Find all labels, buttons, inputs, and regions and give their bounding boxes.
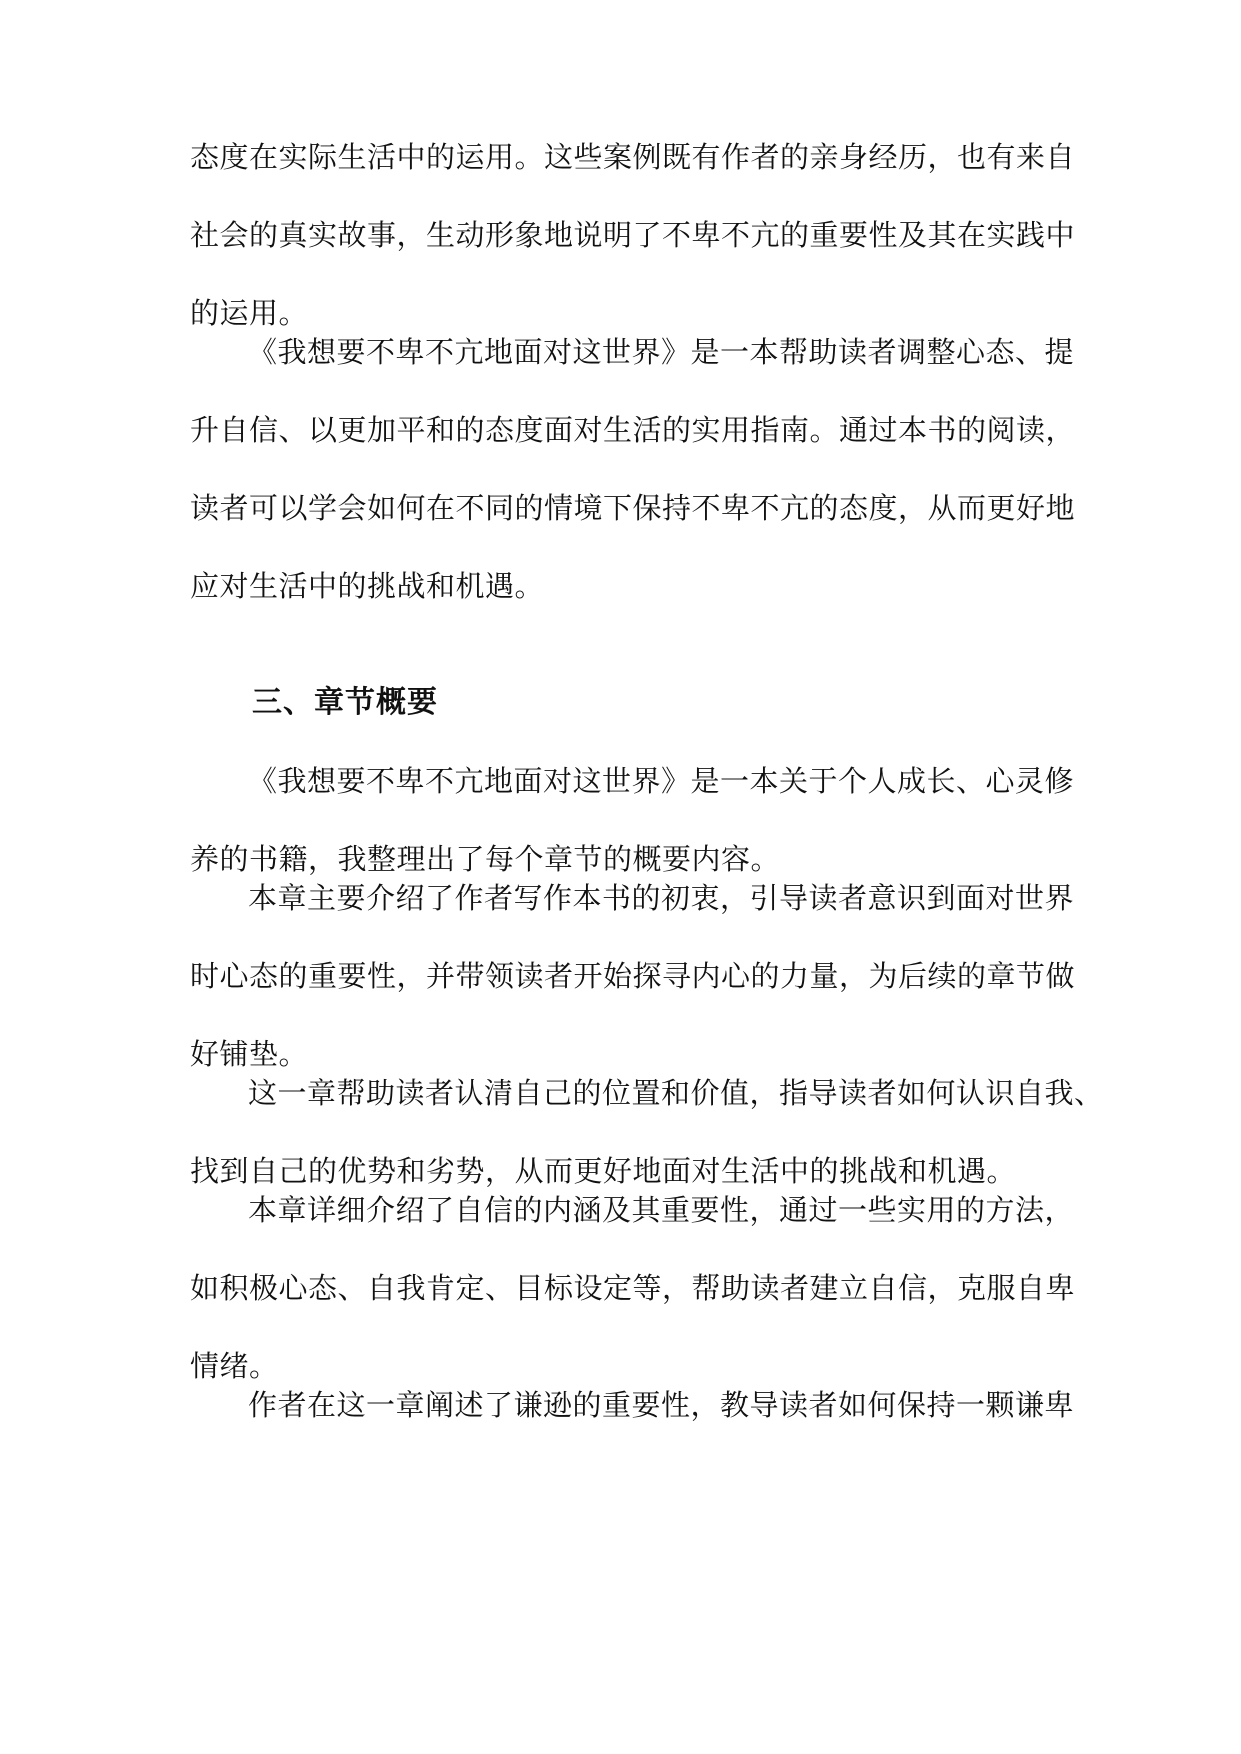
paragraph-7 xyxy=(190,1386,1075,1425)
text-line: 如积极心态、自我肯定、目标设定等，帮助读者建立自信，克服自卑 xyxy=(190,1271,1076,1305)
paragraph-4 xyxy=(190,879,1076,1074)
text-line: 升自信、以更加平和的态度面对生活的实用指南。通过本书的阅读， xyxy=(190,413,1076,447)
paragraph-6 xyxy=(190,1191,1076,1386)
paragraph-1 xyxy=(190,138,1076,333)
section-heading: 三、章节概要 xyxy=(252,685,438,720)
text-line: 时心态的重要性，并带领读者开始探寻内心的力量，为后续的章节做 xyxy=(190,959,1076,993)
text-line: 《我想要不卑不亢地面对这世界》是一本关于个人成长、心灵修 xyxy=(248,764,1075,798)
document-body xyxy=(190,138,1104,1425)
paragraph-5 xyxy=(190,1074,1104,1191)
text-line: 这一章帮助读者认清自己的位置和价值，指导读者如何认识自我、 xyxy=(248,1076,1104,1110)
text-line: 应对生活中的挑战和机遇。 xyxy=(190,569,545,603)
text-line: 态度在实际生活中的运用。这些案例既有作者的亲身经历，也有来自 xyxy=(190,140,1076,174)
text-line: 本章详细介绍了自信的内涵及其重要性，通过一些实用的方法， xyxy=(248,1193,1075,1227)
text-line: 情绪。 xyxy=(190,1349,279,1383)
paragraph-3 xyxy=(190,762,1075,879)
text-line: 作者在这一章阐述了谦逊的重要性，教导读者如何保持一颗谦卑 xyxy=(248,1388,1075,1422)
text-line: 好铺垫。 xyxy=(190,1037,309,1071)
text-line: 找到自己的优势和劣势，从而更好地面对生活中的挑战和机遇。 xyxy=(190,1154,1017,1188)
text-line: 《我想要不卑不亢地面对这世界》是一本帮助读者调整心态、提 xyxy=(248,335,1075,369)
text-line: 的运用。 xyxy=(190,296,309,330)
text-line: 读者可以学会如何在不同的情境下保持不卑不亢的态度，从而更好地 xyxy=(190,491,1076,525)
paragraph-2 xyxy=(190,333,1076,606)
text-line: 养的书籍，我整理出了每个章节的概要内容。 xyxy=(190,842,781,876)
text-line: 社会的真实故事，生动形象地说明了不卑不亢的重要性及其在实践中 xyxy=(190,218,1076,252)
text-line: 本章主要介绍了作者写作本书的初衷，引导读者意识到面对世界 xyxy=(248,881,1075,915)
